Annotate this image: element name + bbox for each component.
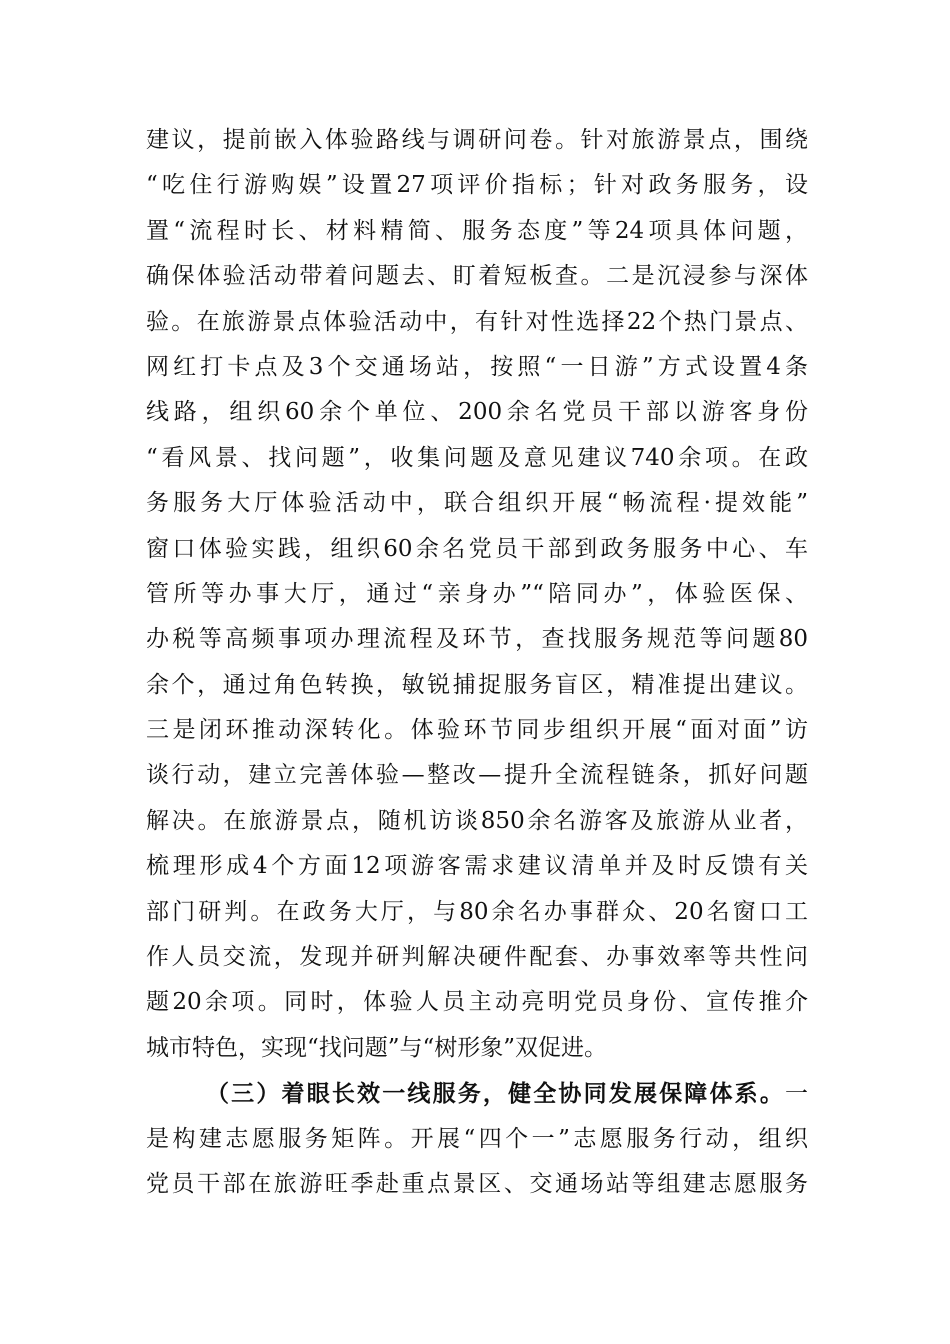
section-heading-tail: 一 <box>785 1081 808 1108</box>
text-line: 办税等高频事项办理流程及环节，查找服务规范等问题80 <box>146 626 808 653</box>
text-line: 谈行动，建立完善体验—整改—提升全流程链条，抓好问题 <box>146 762 808 789</box>
text-line: 务服务大厅体验活动中，联合组织开展“畅流程·提效能” <box>146 490 808 517</box>
text-line: 线路，组织60余个单位、200余名党员干部以游客身份 <box>146 399 808 426</box>
body-text <box>146 118 808 1207</box>
text-line: 是构建志愿服务矩阵。开展“四个一”志愿服务行动，组织 <box>146 1125 808 1152</box>
text-line: 窗口体验实践，组织60余名党员干部到政务服务中心、车 <box>146 535 808 562</box>
text-line: 党员干部在旅游旺季赴重点景区、交通场站等组建志愿服务 <box>146 1170 808 1197</box>
text-line: 题20余项。同时，体验人员主动亮明党员身份、宣传推介 <box>146 989 808 1016</box>
text-line: 部门研判。在政务大厅，与80余名办事群众、20名窗口工 <box>146 898 808 925</box>
text-line: “吃住行游购娱”设置27项评价指标；针对政务服务，设 <box>146 172 808 199</box>
text-line: 置“流程时长、材料精简、服务态度”等24项具体问题， <box>146 217 808 244</box>
text-line: 作人员交流，发现并研判解决硬件配套、办事效率等共性问 <box>146 944 808 971</box>
text-line: 余个，通过角色转换，敏锐捕捉服务盲区，精准提出建议。 <box>146 671 808 698</box>
text-line: 城市特色，实现“找问题”与“树形象”双促进。 <box>146 1034 608 1061</box>
section-heading: （三）着眼长效一线服务，健全协同发展保障体系。 <box>206 1080 785 1108</box>
text-line: 管所等办事大厅，通过“亲身办”“陪同办”，体验医保、 <box>146 580 808 607</box>
text-line: 网红打卡点及3个交通场站，按照“一日游”方式设置4条 <box>146 353 808 380</box>
text-line: 验。在旅游景点体验活动中，有针对性选择22个热门景点、 <box>146 308 808 335</box>
text-line: 建议，提前嵌入体验路线与调研问卷。针对旅游景点，围绕 <box>146 127 808 153</box>
text-line: “看风景、找问题”，收集问题及意见建议740余项。在政 <box>146 444 808 471</box>
section-heading-line <box>146 1071 808 1116</box>
text-line: 梳理形成4个方面12项游客需求建议清单并及时反馈有关 <box>146 853 808 880</box>
text-line: 三是闭环推动深转化。体验环节同步组织开展“面对面”访 <box>146 717 808 744</box>
text-line: 确保体验活动带着问题去、盯着短板查。二是沉浸参与深体 <box>146 263 808 290</box>
text-line: 解决。在旅游景点，随机访谈850余名游客及旅游从业者， <box>146 807 808 834</box>
